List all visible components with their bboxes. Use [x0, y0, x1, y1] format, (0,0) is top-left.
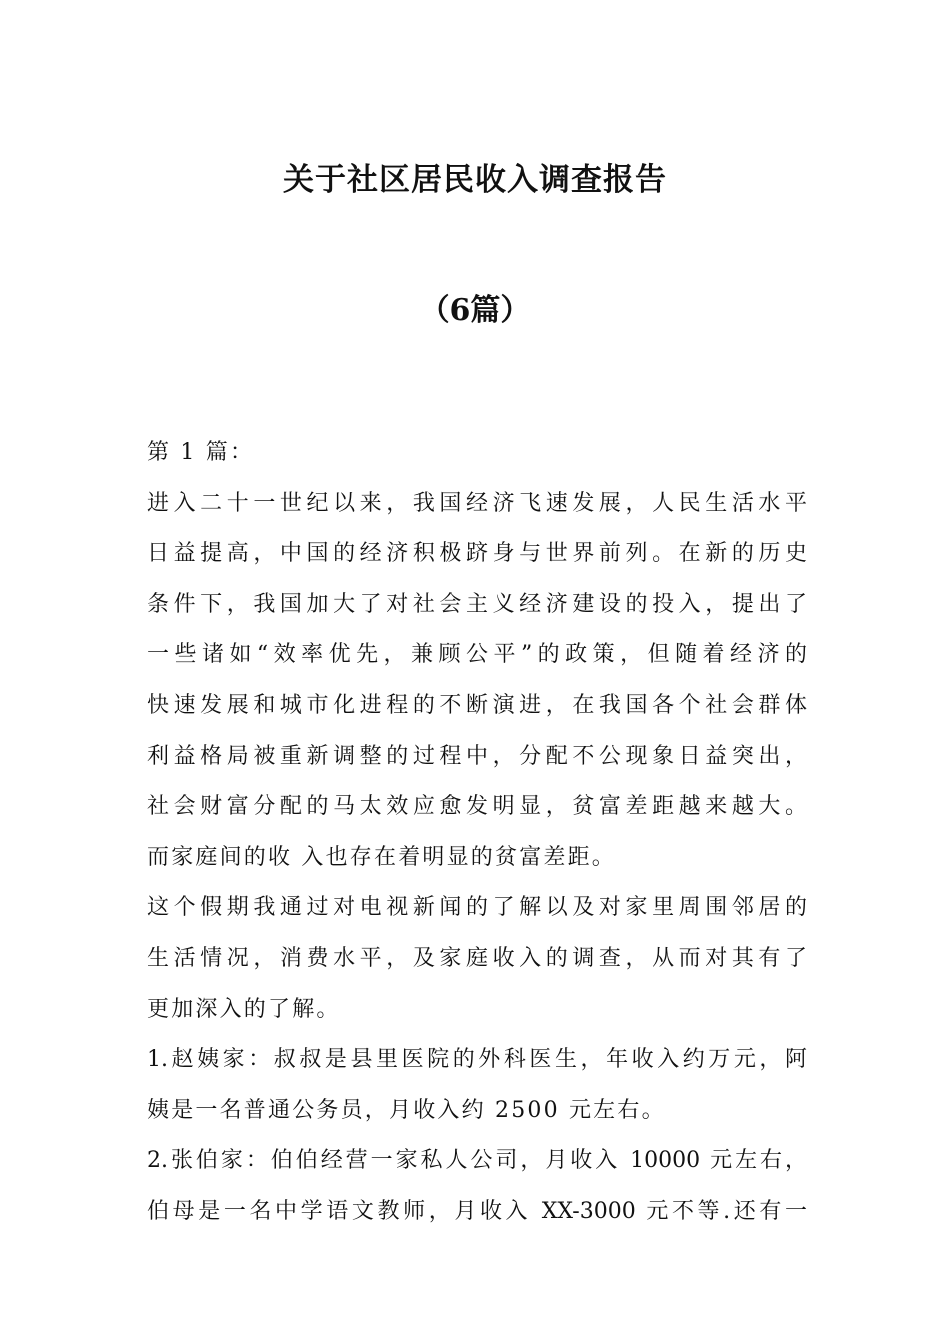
paragraph-line: 更加深入的了解。 [147, 996, 341, 1022]
document-body [147, 428, 807, 1238]
paragraph-line: 进入二十一世纪以来，我国经济飞速发展，人民生活水平 [147, 490, 807, 516]
paragraph-line: 社会财富分配的马太效应愈发明显，贫富差距越来越大。 [147, 794, 807, 820]
list-item-line: 2.张伯家：伯伯经营一家私人公司，月收入 10000 元左右， [147, 1148, 807, 1174]
paragraph-line: 生活情况，消费水平，及家庭收入的调查，从而对其有了 [147, 945, 807, 971]
paragraph-line: 一些诸如“效率优先，兼顾公平”的政策，但随着经济的 [147, 642, 807, 668]
list-item-line: 1.赵姨家：叔叔是县里医院的外科医生，年收入约万元，阿 [147, 1047, 807, 1073]
document-title: 关于社区居民收入调查报告 [283, 162, 667, 198]
paragraph-line: 利益格局被重新调整的过程中，分配不公现象日益突出， [147, 743, 807, 769]
paragraph-line: 条件下，我国加大了对社会主义经济建设的投入，提出了 [147, 591, 807, 617]
document-subtitle: （6篇） [419, 293, 531, 328]
list-item-line: 姨是一名普通公务员，月收入约 2500 元左右。 [147, 1097, 666, 1123]
paragraph-line: 而家庭间的收 入也存在着明显的贫富差距。 [147, 844, 616, 870]
paragraph-line: 快速发展和城市化进程的不断演进，在我国各个社会群体 [147, 692, 807, 718]
list-item-line: 伯母是一名中学语文教师，月收入 XX-3000 元不等.还有一 [147, 1198, 807, 1224]
section-heading: 第 1 篇： [147, 440, 255, 465]
paragraph-line: 这个假期我通过对电视新闻的了解以及对家里周围邻居的 [147, 895, 807, 921]
paragraph-line: 日益提高，中国的经济积极跻身与世界前列。在新的历史 [147, 541, 807, 567]
